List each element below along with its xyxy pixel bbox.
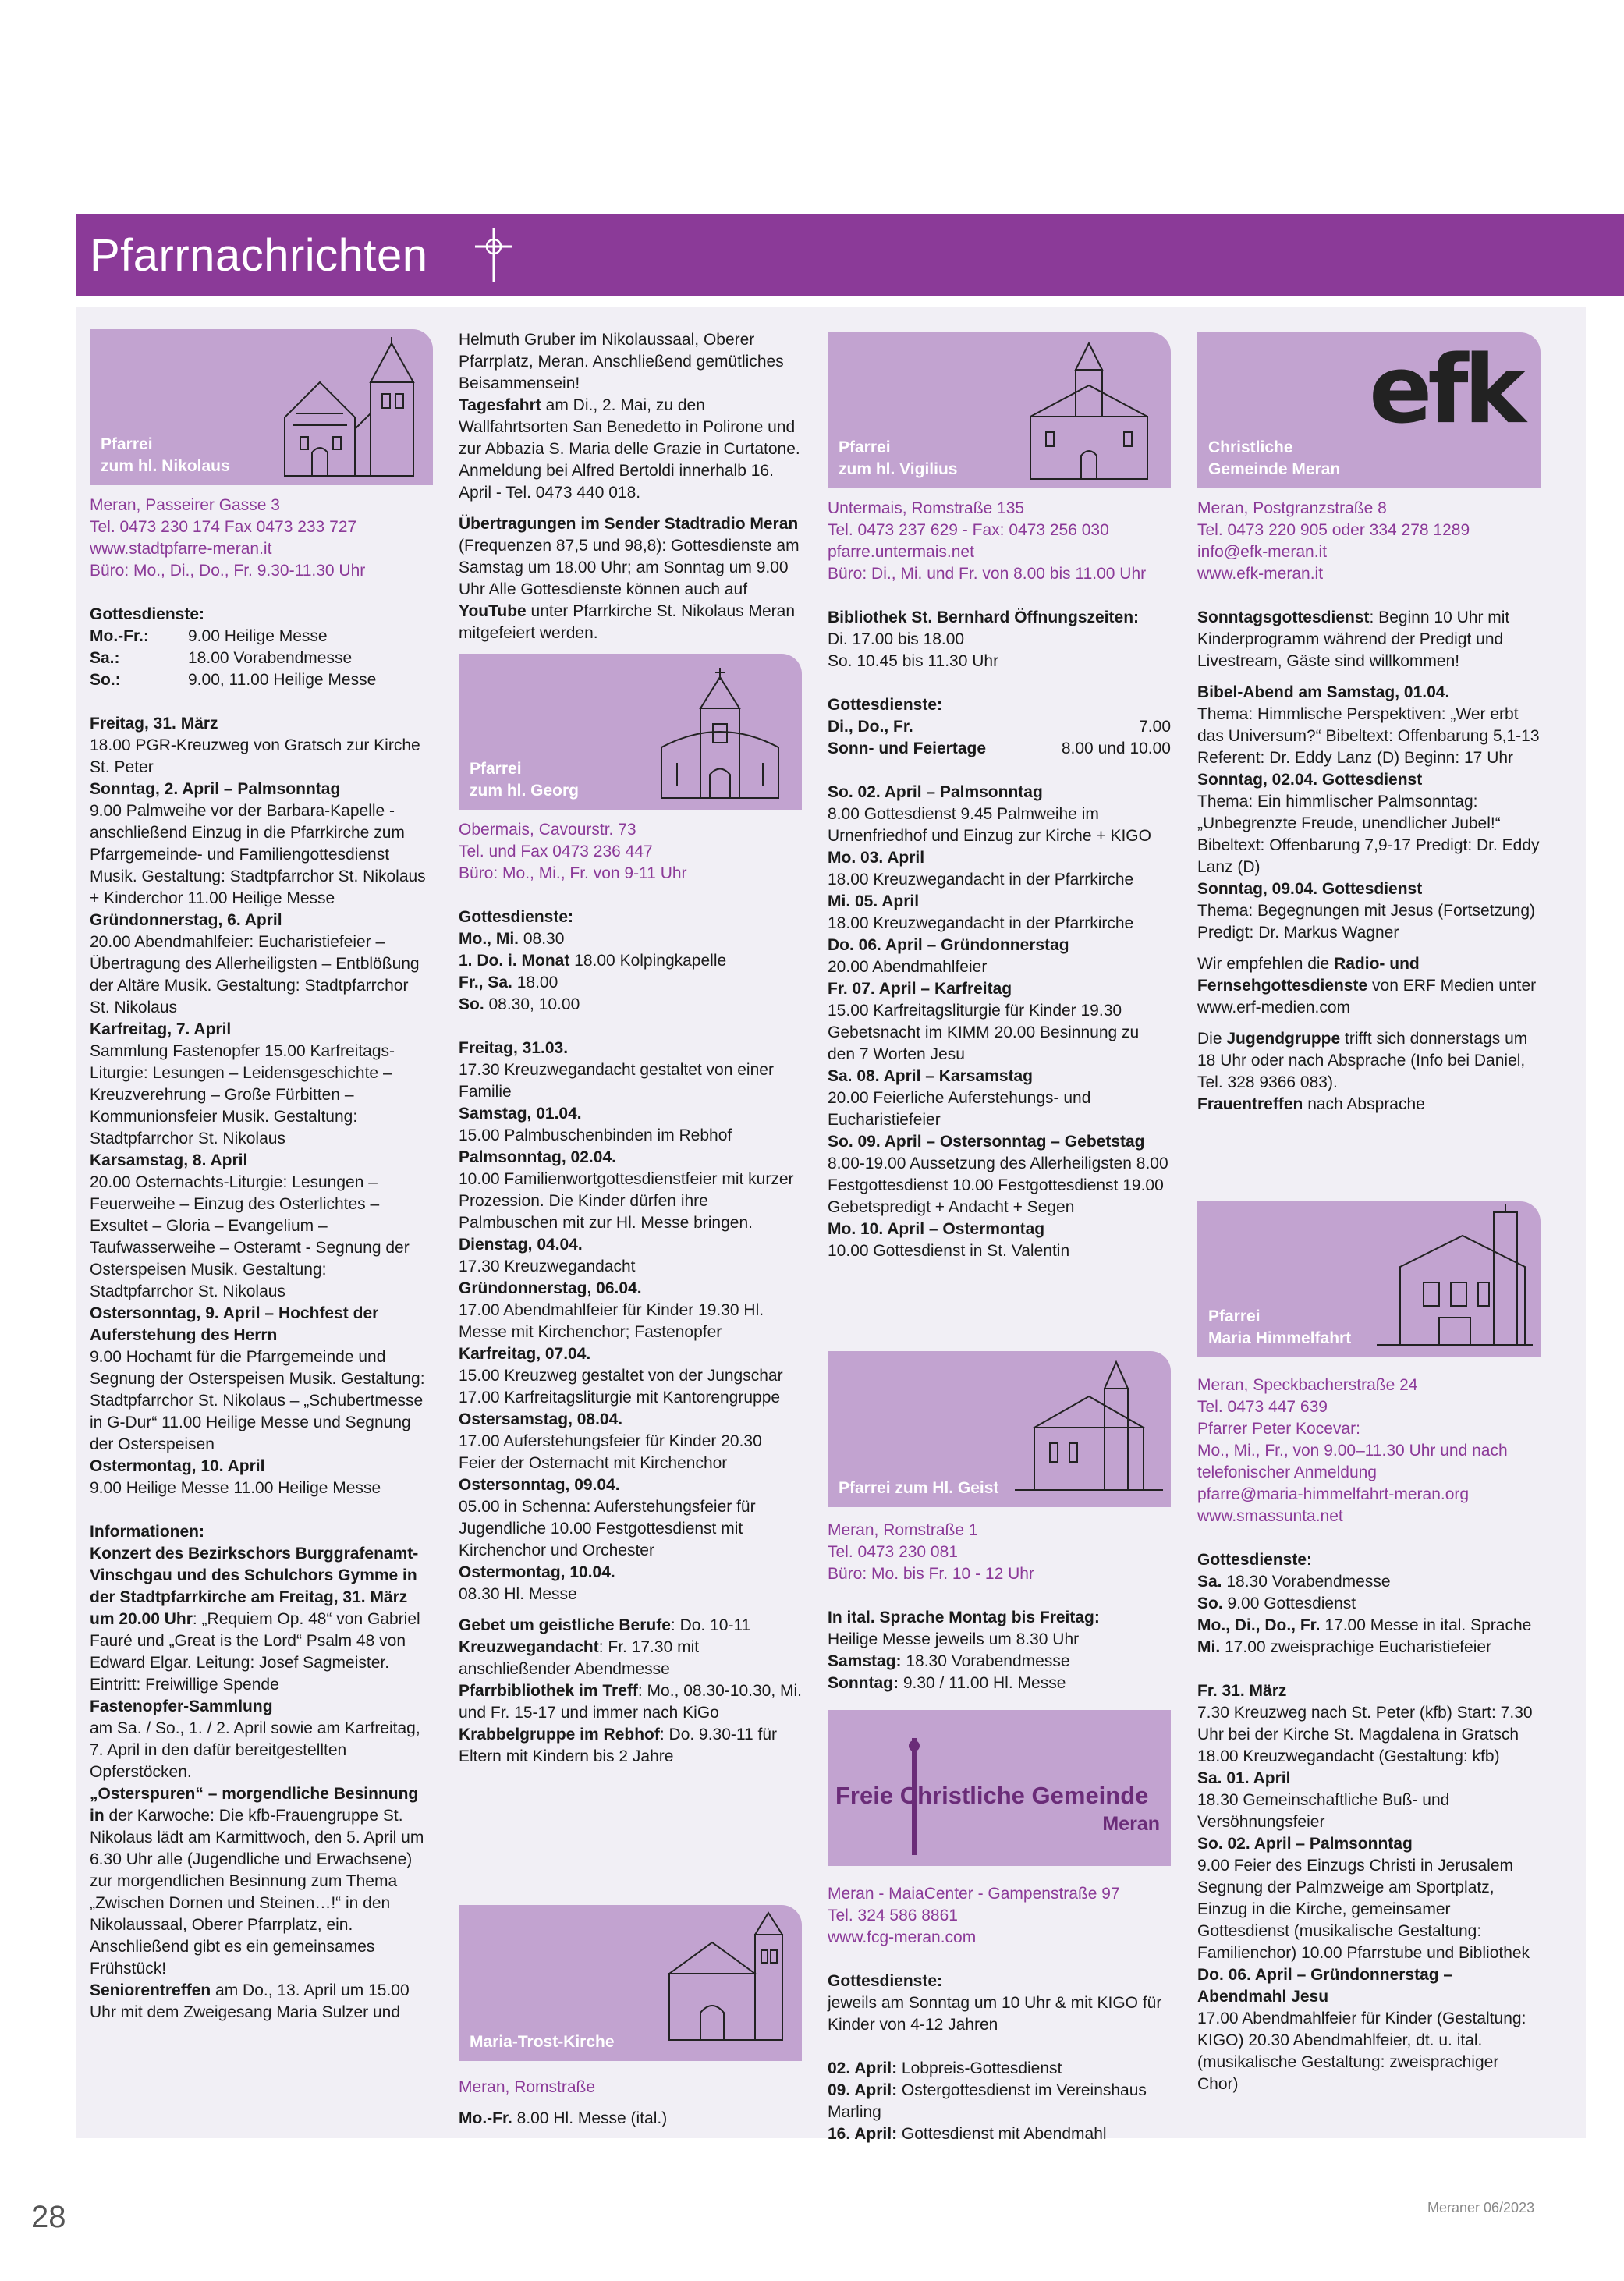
column-vigilius: Pfarrei zum hl. Vigilius Untermais, Romstraße 135 Tel. 0473 237 629 - Fax: 0473 256 030 pfarre.untermais.net Büro: Di., Mi. und Fr. von 8.00 bis 11.00 Uhr Bibliothek St. Bernhard Öffnungszeiten: Di. 17.00 bis 18.00 So. 10.45 bis 11.30 Uhr Gottesdienste: Di., Do., Fr. 7.00 Sonn- und Feiertage 8.00 und 10.00 So. 02. April – Palmsonntag 8.00 Gottesdienst 9.45 Palmweihe im Urnenfriedhof und Einzug zur Kirche + KIGO Mo. 03. April 18.00 Kreuzwegandacht in der Pfarrkirche Mi. 05. April 18.00 Kreuzwegandacht in der Pfarrkirche Do. 06. April – Gründonnerstag 20.00 Abendmahlfeier Fr. 07. April – Karfreitag 15.00 Karfreitagsliturgie für Kinder 19.30 Gebetsnacht im KIMM 20.00 Besinnung zu den 7 Worten Jesu Sa. 08. April – Karsamstag 20.00 Feierliche Auferstehungs- und Eucharistiefeier So. 09. April – Ostersonntag – Gebetstag 8.00-19.00 Aussetzung des Allerheiligsten 8.00 Festgottesdienst 10.00 Festgottesdienst 19.00 Gebetspredigt + Andacht + Segen Mo. 10. April – Ostermontag 10.00 Gottesdienst in St. Valentin	[828, 332, 1171, 1262]
contact-fcg: Meran - MaiaCenter - Gampenstraße 97 Tel. 324 586 8861 www.fcg-meran.com	[828, 1883, 1171, 1949]
parish-card-efk	[1197, 332, 1541, 488]
column-fcg: Meran - MaiaCenter - Gampenstraße 97 Tel. 324 586 8861 www.fcg-meran.com Gottesdienste: jeweils am Sonntag um 10 Uhr & mit KIGO für Kinder von 4-12 Jahren 02. April: Lobpreis-Gottesdienst 09. April: Ostergottesdienst im Vereinshaus Marling 16. April: Gottesdienst mit Abendmahl	[828, 1883, 1171, 2145]
church-maria-trost-illustration	[654, 1911, 794, 2044]
contact-maria-trost: Meran, Romstraße Mo.-Fr. 8.00 Hl. Messe (ital.)	[459, 2078, 668, 2127]
parish-card-label: Maria-Trost-Kirche	[470, 2033, 615, 2051]
parish-card-georg	[459, 654, 802, 810]
church-vigilius-illustration	[1015, 339, 1163, 483]
parish-card-vigilius	[828, 332, 1171, 488]
contact-nikolaus: Meran, Passeirer Gasse 3 Tel. 0473 230 174 Fax 0473 233 727 www.stadtpfarre-meran.it Büro: Mo., Di., Do., Fr. 9.30-11.30 Uhr	[90, 495, 433, 582]
parish-card-label: Christliche Gemeinde Meran	[1208, 438, 1341, 478]
fcg-logo-text: Freie Christliche Gemeinde	[835, 1782, 1149, 1809]
website-link[interactable]: www.efk-meran.it	[1197, 565, 1324, 583]
efk-logo: efk	[1369, 336, 1522, 445]
page-number: 28	[31, 2200, 66, 2234]
church-maria-himmelfahrt-illustration	[1377, 1204, 1533, 1353]
contact-maria-himmelfahrt: Meran, Speckbacherstraße 24 Tel. 0473 447 639 Pfarrer Peter Kocevar: Mo., Mi., Fr., von 9.00–11.30 Uhr und nach telefonischer Anmeldung pfarre@maria-himmelfahrt-meran.org www.smassunta.net	[1197, 1375, 1541, 1527]
email-link[interactable]: info@efk-meran.it	[1197, 543, 1328, 561]
column-georg: Helmuth Gruber im Nikolaussaal, Oberer Pfarrplatz, Meran. Anschließend gemütliches Beisammensein! Tagesfahrt am Di., 2. Mai, zu den Wallfahrtsorten San Benedetto in Polirone und zur Abbazia S. Maria delle Grazie in Curtatone. Anmeldung bei Alfred Bertoldi innerhalb 16. April - Tel. 0473 440 018. Übertragungen im Sender Stadtradio Meran (Frequenzen 87,5 und 98,8): Gottesdienste am Samstag um 18.00 Uhr; am Sonntag um 9.00 Uhr Alle Gottesdienste können auch auf YouTube unter Pfarrkirche St. Nikolaus Meran mitgefeiert werden. Pfarrei zum hl. Georg Obermais, Cavourstr. 73 Tel. und Fax 0473 236 447 Büro: Mo., Mi., Fr. von 9-11 Uhr Gottesdienste: Mo., Mi. 08.30 1. Do. i. Monat 18.00 Kolpingkapelle Fr., Sa. 18.00 So. 08.30, 10.00 Freitag, 31.03. 17.30 Kreuzwegandacht gestaltet von einer Familie Samstag, 01.04. 15.00 Palmbuschenbinden im Rebhof Palmsonntag, 02.04. 10.00 Familienwortgottesdienstfeier mit kurzer Prozession. Die Kinder dürfen ihre Palmbuschen mit zur Hl. Messe bringen. Dienstag, 04.04. 17.30 Kreuzwegandacht Gründonnerstag, 06.04. 17.00 Abendmahlfeier für Kinder 19.30 Hl. Messe mit Kirchenchor; Fastenopfer Karfreitag, 07.04. 15.00 Kreuzweg gestaltet von der Jungschar 17.00 Karfreitagsliturgie mit Kantorengruppe Ostersamstag, 08.04. 17.00 Auferstehungsfeier für Kinder 20.30 Feier der Osternacht mit Kirchenchor Ostersonntag, 09.04. 05.00 in Schenna: Auferstehungsfeier für Jugendliche 10.00 Festgottesdienst mit Kirchenchor und Orchester Ostermontag, 10.04. 08.30 Hl. Messe Gebet um geistliche Berufe: Do. 10-11 Kreuzwegandacht: Fr. 17.30 mit anschließender Abendmesse Pfarrbibliothek im Treff: Mo., 08.30-10.30, Mi. und Fr. 15-17 und immer nach KiGo Krabbelgruppe im Rebhof: Do. 9.30-11 für Eltern mit Kindern bis 2 Jahre	[459, 331, 802, 1765]
parish-card-maria-trost	[459, 1905, 802, 2061]
parish-card-nikolaus	[90, 329, 433, 485]
schedule-vigilius: So. 02. April – Palmsonntag 8.00 Gottesdienst 9.45 Palmweihe im Urnenfriedhof und Einzug zur Kirche + KIGO Mo. 03. April 18.00 Kreuzwegandacht in der Pfarrkirche Mi. 05. April 18.00 Kreuzwegandacht in der Pfarrkirche Do. 06. April – Gründonnerstag 20.00 Abendmahlfeier Fr. 07. April – Karfreitag 15.00 Karfreitagsliturgie für Kinder 19.30 Gebetsnacht im KIMM 20.00 Besinnung zu den 7 Worten Jesu Sa. 08. April – Karsamstag 20.00 Feierliche Auferstehungs- und Eucharistiefeier So. 09. April – Ostersonntag – Gebetstag 8.00-19.00 Aussetzung des Allerheiligsten 8.00 Festgottesdienst 10.00 Festgottesdienst 19.00 Gebetspredigt + Andacht + Segen Mo. 10. April – Ostermontag 10.00 Gottesdienst in St. Valentin	[828, 783, 1168, 1260]
schedule-nikolaus: Freitag, 31. März 18.00 PGR-Kreuzweg von Gratsch zur Kirche St. Peter Sonntag, 2. April – Palmsonntag 9.00 Palmweihe vor der Barbara-Kapelle - anschließend Einzug in die Pfarrkirche zum Pfarrgemeinde- und Familiengottesdienst Musik. Gestaltung: Stadtpfarrchor St. Nikolaus + Kinderchor 11.00 Heilige Messe Gründonnerstag, 6. April 20.00 Abendmahlfeier: Eucharistiefeier – Übertragung des Allerheiligsten – Entblößung der Altäre Musik. Gestaltung: Stadtpfarrchor St. Nikolaus Karfreitag, 7. April Sammlung Fastenopfer 15.00 Karfreitags-Liturgie: Lesungen – Leidensgeschichte – Kreuzverehrung – Große Fürbitten – Kommunionsfeier Musik. Gestaltung: Stadtpfarrchor St. Nikolaus Karsamstag, 8. April 20.00 Osternachts-Liturgie: Lesungen – Feuerweihe – Einzug des Osterlichtes – Exsultet – Gloria – Evangelium – Taufwasserweihe – Osteramt - Segnung der Osterspeisen Musik. Gestaltung: Stadtpfarrchor St. Nikolaus Ostersonntag, 9. April – Hochfest der Auferstehung des Herrn 9.00 Hochamt für die Pfarrgemeinde und Segnung der Osterspeisen Musik. Gestaltung: Stadtpfarrchor St. Nikolaus – „Schubertmesse in G-Dur“ 11.00 Heilige Messe und Segnung der Osterspeisen Ostermontag, 10. April 9.00 Heilige Messe 11.00 Heilige Messe	[90, 715, 426, 1497]
contact-vigilius: Untermais, Romstraße 135 Tel. 0473 237 629 - Fax: 0473 256 030 pfarre.untermais.net Büro: Di., Mi. und Fr. von 8.00 bis 11.00 Uhr	[828, 498, 1171, 585]
column-efk: efk Christliche Gemeinde Meran Meran, Postgranzstraße 8 Tel. 0473 220 905 oder 334 278 1289 info@efk-meran.it www.efk-meran.it Sonntagsgottesdienst: Beginn 10 Uhr mit Kinderprogramm während der Predigt und Livestream, Gäste sind willkommen! Bibel-Abend am Samstag, 01.04. Thema: Himmlische Perspektiven: „Wer erbt das Universum?“ Bibeltext: Offenbarung 5,1-13 Referent: Dr. Eddy Lanz (D) Beginn: 17 Uhr Sonntag, 02.04. Gottesdienst Thema: Ein himmlischer Palmsonntag: „Unbegrenzte Freude, unendlicher Jubel!“ Bibeltext: Offenbarung 7,9-17 Predigt: Dr. Eddy Lanz (D) Sonntag, 09.04. Gottesdienst Thema: Begegnungen mit Jesus (Fortsetzung) Predigt: Dr. Markus Wagner Wir empfehlen die Radio- und Fernsehgottesdienste von ERF Medien unter www.erf-medien.com Die Jugendgruppe trifft sich donnerstags um 18 Uhr oder nach Absprache (Info bei Daniel, Tel. 328 9366 083). Frauentreffen nach Absprache	[1197, 332, 1541, 1116]
contact-georg: Obermais, Cavourstr. 73 Tel. und Fax 0473 236 447 Büro: Mo., Mi., Fr. von 9-11 Uhr	[459, 821, 687, 882]
column-nikolaus: Pfarrei zum hl. Nikolaus Meran, Passeirer Gasse 3 Tel. 0473 230 174 Fax 0473 233 727 www.stadtpfarre-meran.it Büro: Mo., Di., Do., Fr. 9.30-11.30 Uhr Gottesdienste: Mo.-Fr.: 9.00 Heilige Messe Sa.: 18.00 Vorabendmesse So.: 9.00, 11.00 Heilige Messe Freitag, 31. März 18.00 PGR-Kreuzweg von Gratsch zur Kirche St. Peter Sonntag, 2. April – Palmsonntag 9.00 Palmweihe vor der Barbara-Kapelle - anschließend Einzug in die Pfarrkirche zum Pfarrgemeinde- und Familiengottesdienst Musik. Gestaltung: Stadtpfarrchor St. Nikolaus + Kinderchor 11.00 Heilige Messe Gründonnerstag, 6. April 20.00 Abendmahlfeier: Eucharistiefeier – Übertragung des Allerheiligsten – Entblößung der Altäre Musik. Gestaltung: Stadtpfarrchor St. Nikolaus Karfreitag, 7. April Sammlung Fastenopfer 15.00 Karfreitags-Liturgie: Lesungen – Leidensgeschichte – Kreuzverehrung – Große Fürbitten – Kommunionsfeier Musik. Gestaltung: Stadtpfarrchor St. Nikolaus Karsamstag, 8. April 20.00 Osternachts-Liturgie: Lesungen – Feuerweihe – Einzug des Osterlichtes – Exsultet – Gloria – Evangelium – Taufwasserweihe – Osteramt - Segnung der Osterspeisen Musik. Gestaltung: Stadtpfarrchor St. Nikolaus Ostersonntag, 9. April – Hochfest der Auferstehung des Herrn 9.00 Hochamt für die Pfarrgemeinde und Segnung der Osterspeisen Musik. Gestaltung: Stadtpfarrchor St. Nikolaus – „Schubertmesse in G-Dur“ 11.00 Heilige Messe und Segnung der Osterspeisen Ostermontag, 10. April 9.00 Heilige Messe 11.00 Heilige Messe Informationen: Konzert des Bezirkschors Burggrafenamt-Vinschgau und des Schulchors Gymme in der Stadtpfarrkirche am Freitag, 31. März um 20.00 Uhr: „Requiem Op. 48“ von Gabriel Fauré und „Great is the Lord“ Psalm 48 von Edward Elgar. Leitung: Josef Sagmeister. Eintritt: Freiwillige Spende Fastenopfer-Sammlung am Sa. / So., 1. / 2. April sowie am Karfreitag, 7. April in den dafür bereitgestellten Opferstöcken. „Osterspuren“ – morgendliche Besinnung in der Karwoche: Die kfb-Frauengruppe St. Nikolaus lädt am Karmittwoch, den 5. April um 6.30 Uhr alle (Jugendliche und Erwachsene) zur morgendlichen Besinnung zum Thema „Zwischen Dornen und Steinen…!“ in den Nikolaussaal, Oberer Pfarrplatz, ein. Anschließend gibt es ein gemeinsames Frühstück! Seniorentreffen am Do., 13. April um 15.00 Uhr mit dem Zweigesang Maria Sulzer und	[90, 329, 433, 2024]
church-hl-geist-illustration	[1015, 1357, 1163, 1498]
parish-card-label: Pfarrei zum hl. Georg	[470, 760, 580, 800]
cross-icon	[470, 225, 517, 286]
fcg-logo-box	[828, 1710, 1171, 1866]
parish-card-label: Pfarrei zum hl. Nikolaus	[101, 435, 230, 475]
church-nikolaus-illustration	[277, 335, 425, 480]
parish-card-maria-himmelfahrt	[1197, 1201, 1541, 1357]
parish-card-label: Pfarrei zum Hl. Geist	[839, 1479, 999, 1497]
parish-card-label: Pfarrei Maria Himmelfahrt	[1208, 1307, 1352, 1347]
email-link[interactable]: pfarre@maria-himmelfahrt-meran.org	[1197, 1485, 1470, 1503]
website-link[interactable]: pfarre.untermais.net	[828, 543, 974, 561]
issue-label: Meraner 06/2023	[1427, 2200, 1535, 2215]
schedule-maria-himmelfahrt: Fr. 31. März 7.30 Kreuzweg nach St. Peter (kfb) Start: 7.30 Uhr bei der Kirche St. Magdalena in Gratsch 18.00 Kreuzwegandacht (Gestaltung: kfb) Sa. 01. April 18.30 Gemeinschaftliche Buß- und Versöhnungsfeier So. 02. April – Palmsonntag 9.00 Feier des Einzugs Christi in Jerusalem Segnung der Palmzweige am Sportplatz, Einzug in die Kirche, gemeinsamer Gottesdienst (musikalische Gestaltung: Familienchor) 10.00 Pfarrstube und Bibliothek Do. 06. April – Gründonnerstag – Abendmahl Jesu 17.00 Abendmahlfeier für Kinder (Gestaltung: KIGO) 20.30 Abendmahlfeier, dt. u. ital. (musikalische Gestaltung: zweisprachiger Chor)	[1197, 1682, 1533, 2093]
section-header	[76, 214, 1624, 296]
parish-card-label: Pfarrei zum hl. Vigilius	[839, 438, 958, 478]
parish-card-hl-geist	[828, 1351, 1171, 1507]
website-link[interactable]: www.fcg-meran.com	[828, 1928, 977, 1946]
schedule-georg: Freitag, 31.03. 17.30 Kreuzwegandacht gestaltet von einer Familie Samstag, 01.04. 15.00 Palmbuschenbinden im Rebhof Palmsonntag, 02.04. 10.00 Familienwortgottesdienstfeier mit kurzer Prozession. Die Kinder dürfen ihre Palmbuschen mit zur Hl. Messe bringen. Dienstag, 04.04. 17.30 Kreuzwegandacht Gründonnerstag, 06.04. 17.00 Abendmahlfeier für Kinder 19.30 Hl. Messe mit Kirchenchor; Fastenopfer Karfreitag, 07.04. 15.00 Kreuzweg gestaltet von der Jungschar 17.00 Karfreitagsliturgie mit Kantorengruppe Ostersamstag, 08.04. 17.00 Auferstehungsfeier für Kinder 20.30 Feier der Osternacht mit Kirchenchor Ostersonntag, 09.04. 05.00 in Schenna: Auferstehungsfeier für Jugendliche 10.00 Festgottesdienst mit Kirchenchor und Orchester Ostermontag, 10.04. 08.30 Hl. Messe	[459, 1039, 794, 1603]
contact-hl-geist: Meran, Romstraße 1 Tel. 0473 230 081 Büro: Mo. bis Fr. 10 - 12 Uhr	[828, 1521, 1034, 1583]
church-georg-illustration	[646, 662, 794, 802]
website-link[interactable]: www.stadtpfarre-meran.it	[90, 540, 272, 558]
fcg-logo-subtitle: Meran	[1102, 1813, 1160, 1835]
page-title: Pfarrnachrichten	[90, 230, 428, 281]
contact-efk: Meran, Postgranzstraße 8 Tel. 0473 220 905 oder 334 278 1289 info@efk-meran.it www.efk-meran.it	[1197, 498, 1541, 585]
website-link[interactable]: www.smassunta.net	[1197, 1507, 1343, 1525]
column-hl-geist: Meran, Romstraße 1 Tel. 0473 230 081 Büro: Mo. bis Fr. 10 - 12 Uhr In ital. Sprache Montag bis Freitag: Heilige Messe jeweils um 8.30 Uhr Samstag: 18.30 Vorabendmesse Sonntag: 9.30 / 11.00 Hl. Messe	[828, 1520, 1171, 1694]
column-maria-himmelfahrt: Meran, Speckbacherstraße 24 Tel. 0473 447 639 Pfarrer Peter Kocevar: Mo., Mi., Fr., von 9.00–11.30 Uhr und nach telefonischer Anmeldung pfarre@maria-himmelfahrt-meran.org www.smassunta.net Gottesdienste: Sa. 18.30 Vorabendmesse So. 9.00 Gottesdienst Mo., Di., Do., Fr. 17.00 Messe in ital. Sprache Mi. 17.00 zweisprachige Eucharistiefeier Fr. 31. März 7.30 Kreuzweg nach St. Peter (kfb) Start: 7.30 Uhr bei der Kirche St. Magdalena in Gratsch 18.00 Kreuzwegandacht (Gestaltung: kfb) Sa. 01. April 18.30 Gemeinschaftliche Buß- und Versöhnungsfeier So. 02. April – Palmsonntag 9.00 Feier des Einzugs Christi in Jerusalem Segnung der Palmzweige am Sportplatz, Einzug in die Kirche, gemeinsamer Gottesdienst (musikalische Gestaltung: Familienchor) 10.00 Pfarrstube und Bibliothek Do. 06. April – Gründonnerstag – Abendmahl Jesu 17.00 Abendmahlfeier für Kinder (Gestaltung: KIGO) 20.30 Abendmahlfeier, dt. u. ital. (musikalische Gestaltung: zweisprachiger Chor)	[1197, 1375, 1541, 2095]
